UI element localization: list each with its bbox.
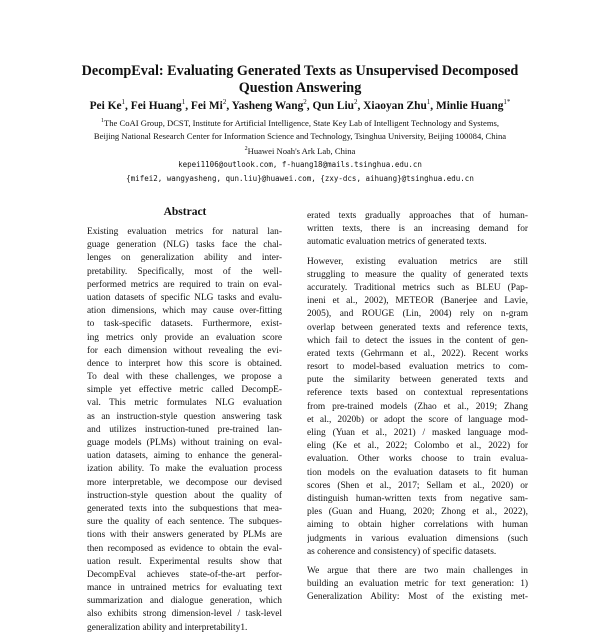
affiliation-text-3: Huawei Noah's Ark Lab, China xyxy=(247,145,356,156)
author-affiliation-marker: 2 xyxy=(303,98,307,106)
text-line: simple yet effective metric called DecompE- xyxy=(87,385,282,396)
text-line: then recomposed as evidence to obtain the eval- xyxy=(87,543,282,554)
text-line: from pre-trained models (Zhao et al., 2019; Zhang xyxy=(307,401,528,412)
abstract-heading: Abstract xyxy=(163,206,207,218)
text-line: building an evaluation metric for text generation: 1) xyxy=(307,579,528,590)
affiliation-marker-1: 1 xyxy=(100,118,104,124)
author-name: Qun Liu xyxy=(312,99,354,112)
text-line: struggling to measure the quality of generated texts xyxy=(307,269,528,280)
text-line: which fail to detect the issues in the content of gen- xyxy=(307,335,528,346)
affiliation-line-3 xyxy=(20,143,580,158)
text-line: for each dimension without revealing the evi- xyxy=(87,345,282,356)
author-name: Xiaoyan Zhu xyxy=(363,99,427,112)
affiliations xyxy=(20,115,580,158)
author-affiliation-marker: 1 xyxy=(121,98,126,106)
text-line: ation dimensions, which may cause over-fitting xyxy=(87,306,282,317)
text-line: tions with their answers generated by PLMs are xyxy=(87,530,282,541)
text-line: written texts, there is an increasing demand for xyxy=(307,224,528,235)
text-line: tion models on the evaluation datasets to fit human xyxy=(307,467,528,478)
text-line: reference texts based on contextual representations xyxy=(307,388,528,399)
abstract-body xyxy=(87,226,282,635)
text-line: performed metrics are required to train on eval- xyxy=(87,279,282,290)
text-line: guage generation (NLG) tasks face the chal- xyxy=(87,240,282,251)
email-line-1: kepei1106@outlook.com, f-huang18@mails.tsinghua.edu.cn xyxy=(178,160,422,169)
text-line: to task-specific datasets. Furthermore, exist- xyxy=(87,319,282,330)
text-line: 2005), and ROUGE (Lin, 2004) rely on n-gram xyxy=(307,309,528,320)
text-line: also exhibits strong dimension-level / task-level xyxy=(87,609,282,620)
text-line: summarization and dialogue generation, which xyxy=(87,596,282,607)
text-line: ing metrics only provide an evaluation score xyxy=(87,332,282,343)
text-line: accurately. Traditional metrics such as BLEU (Pap- xyxy=(307,282,528,293)
paper-title xyxy=(40,63,560,97)
text-line: distinguish human-written texts from negative sam- xyxy=(307,493,528,504)
text-line: pretability. Specifically, most of the well- xyxy=(87,266,282,277)
text-line: eling (Ke et al., 2022; Colombo et al., 2022) for xyxy=(307,441,528,452)
text-line: val. This metric formulates NLG evaluation xyxy=(87,398,282,409)
text-line: aiming to obtain higher correlations with human xyxy=(307,520,528,531)
text-line: et al., 2020b) or adopt the score of language mod- xyxy=(307,414,528,425)
author-name: Fei Mi xyxy=(190,99,223,112)
text-line: ization ability. To make the evaluation process xyxy=(87,464,282,475)
text-line: resort to model-based evaluation metrics to com- xyxy=(307,362,528,373)
email-line-2: {mifei2, wangyasheng, qun.liu}@huawei.com, {zxy-dcs, aihuang}@tsinghua.edu.cn xyxy=(126,174,474,183)
text-line: However, existing evaluation metrics are still xyxy=(307,256,528,267)
text-line: We argue that there are two main challenges in xyxy=(307,565,528,576)
introduction-body xyxy=(307,210,528,604)
text-line: uation result. Experimental results show that xyxy=(87,556,282,567)
text-line: mance in untrained metrics for evaluating text xyxy=(87,583,282,594)
text-line: and utilizes instruction-tuned pre-trained lan- xyxy=(87,424,282,435)
text-line: uation datasets, aiming to enhance the general- xyxy=(87,451,282,462)
text-line: sure the quality of each sentence. The subques- xyxy=(87,517,282,528)
text-line: To deal with these challenges, we propose a xyxy=(87,372,282,383)
text-line: generalization ability and interpretability1. xyxy=(87,622,248,633)
text-line: evaluation. Other works choose to train evalua- xyxy=(307,454,528,465)
affiliation-marker-2: 2 xyxy=(244,145,248,152)
text-line: uation datasets of specific NLG tasks and evalu- xyxy=(87,292,282,303)
text-line: dence to interpret how this score is obtained. xyxy=(87,358,282,369)
text-line: Existing evaluation metrics for natural lan- xyxy=(87,227,282,237)
text-line: Generalization Ability: Most of the existing met- xyxy=(307,592,528,603)
author-affiliation-marker: 1 xyxy=(426,98,431,106)
paper-title-line-1: DecompEval: Evaluating Generated Texts as Unsupervised Decomposed xyxy=(81,63,519,79)
author-affiliation-marker: 2 xyxy=(222,98,227,106)
text-line: judgments in various evaluation dimensions (such xyxy=(307,533,528,544)
author-list: Pei Ke$^1$, Fei Huang$^1$, Fei Mi$^2$, Yasheng Wang$^2$, Qun Liu$^2$, Xiaoyan Zhu$^1$, Minlie Huang$^{1*}$ xyxy=(89,98,511,112)
author-name: Yasheng Wang xyxy=(231,99,304,112)
author-affiliation-marker: 2 xyxy=(353,98,358,106)
author-emails xyxy=(20,158,580,186)
text-line: ineni et al., 2002), METEOR (Banerjee and Lavie, xyxy=(307,296,528,307)
text-line: eling (Yuan et al., 2021) / masked language mod- xyxy=(307,428,528,438)
text-line: generated texts into the subquestions that mea- xyxy=(87,503,282,514)
text-line: DecompEval achieves state-of-the-art perfor- xyxy=(87,569,282,580)
text-line: pute the similarity between generated texts and xyxy=(307,375,528,386)
text-line: erated texts gradually approaches that of human- xyxy=(307,211,528,221)
text-line: as an instruction-style question answering task xyxy=(87,411,282,422)
text-line: guage models (PLMs) without training on eval- xyxy=(87,438,282,448)
text-line: scores (Shen et al., 2017; Sellam et al., 2020) or xyxy=(307,480,528,491)
affiliation-line-1 xyxy=(20,115,580,130)
paper-title-line-2: Question Answering xyxy=(238,80,362,96)
affiliation-text-1: The CoAI Group, DCST, Institute for Artificial Intelligence, State Key Lab of Intelligent Technology and Systems, xyxy=(103,117,500,128)
affiliation-line-2: Beijing National Research Center for Information Science and Technology, Tsinghua University, Beijing 100084, China xyxy=(93,130,507,141)
text-line: erated texts (Gehrmann et al., 2022). Recent works xyxy=(307,348,528,359)
text-line: instruction-style question about the quality of xyxy=(87,490,282,501)
text-line: ples (Guan and Huang, 2020; Zhong et al., 2022), xyxy=(307,507,528,518)
author-affiliation-marker: 1 xyxy=(181,98,186,106)
text-line: overlap between generated texts and reference texts, xyxy=(307,322,528,333)
text-line: as coherence and consistency) of specific datasets. xyxy=(307,546,497,557)
author-name: Fei Huang xyxy=(130,99,182,112)
author-affiliation-marker: 1* xyxy=(503,98,511,106)
author-name: Minlie Huang xyxy=(436,99,504,112)
text-line: lenges on generalization ability and inter- xyxy=(87,253,282,264)
author-name: Pei Ke xyxy=(89,99,122,112)
text-line: more interpretable, we decompose our devised xyxy=(87,477,282,488)
text-line: automatic evaluation metrics of generated texts. xyxy=(307,237,487,248)
